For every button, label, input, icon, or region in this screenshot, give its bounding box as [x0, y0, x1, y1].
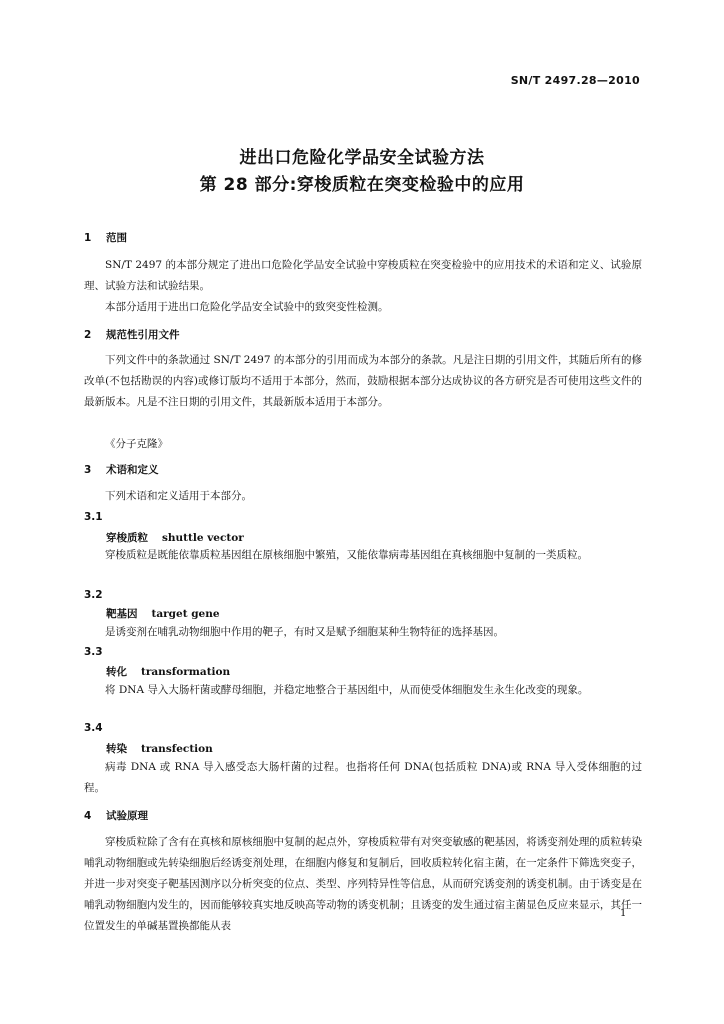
- term-heading: [106, 606, 220, 621]
- section-1-paragraph-2: 本部分适用于进出口危险化学品安全试验中的致突变性检测。: [105, 301, 389, 313]
- term-definition: 将 DNA 导入大肠杆菌或酵母细胞，并稳定地整合于基因组中，从而使受体细胞发生永生化改变的现象。: [105, 684, 589, 696]
- section-title: 术语和定义: [106, 464, 159, 476]
- section-number: 1: [84, 232, 92, 244]
- term-number: 3.1: [84, 511, 103, 523]
- section-number: 2: [84, 329, 92, 341]
- term-number: 3.4: [84, 722, 103, 734]
- section-4-paragraph-1: 穿梭质粒除了含有在真核和原核细胞中复制的起点外，穿梭质粒带有对突变敏感的靶基因，将诱变剂处理的质粒转染哺乳动物细胞或先转染细胞后经诱变剂处理，在细胞内修复和复制后，回收质粒转化宿主菌，在一定条件下筛选突变子，并进一步对突变子靶基因测序以分析突变的位点、类型、序列特异性等信息，从而研究诱变剂的诱变机制。由于诱变是在哺乳动物细胞内发生的，因而能够较真实地反映高等动物的诱变机制；且诱变的发生通过宿主菌显色反应来显示，其任一位置发生的单碱基置换都能从表: [84, 836, 642, 932]
- section-number: 3: [84, 464, 92, 476]
- term-en: transformation: [141, 666, 231, 678]
- document-title: 进出口危险化学品安全试验方法: [239, 148, 485, 168]
- term-cn: 靶基因: [106, 608, 138, 620]
- section-1-paragraph-1: SN/T 2497 的本部分规定了进出口危险化学品安全试验中穿梭质粒在突变检验中的应用技术的术语和定义、试验原理、试验方法和试验结果。: [84, 259, 642, 292]
- section-3-heading: [84, 462, 159, 477]
- page-number: 1: [620, 908, 627, 919]
- section-number: 4: [84, 810, 92, 822]
- document-subtitle: 第 28 部分:穿梭质粒在突变检验中的应用: [199, 175, 525, 195]
- section-2-heading: [84, 327, 180, 342]
- section-1-heading: [84, 230, 127, 245]
- term-cn: 穿梭质粒: [106, 532, 148, 544]
- term-cn: 转化: [106, 666, 127, 678]
- term-definition: 是诱变剂在哺乳动物细胞中作用的靶子，有时又是赋予细胞某种生物特征的选择基因。: [105, 626, 504, 638]
- term-heading: [106, 664, 230, 679]
- term-number: 3.2: [84, 589, 103, 601]
- term-number: 3.3: [84, 646, 103, 658]
- section-2-paragraph-2: 《分子克隆》: [105, 438, 168, 450]
- term-en: transfection: [141, 743, 213, 755]
- term-en: target gene: [151, 608, 220, 620]
- section-title: 范围: [106, 232, 127, 244]
- section-3-intro: 下列术语和定义适用于本部分。: [105, 490, 252, 502]
- term-definition: 病毒 DNA 或 RNA 导入感受态大肠杆菌的过程。也指将任何 DNA(包括质粒 DNA)或 RNA 导入受体细胞的过程。: [84, 761, 642, 794]
- standard-number: SN/T 2497.28—2010: [510, 74, 640, 87]
- term-en: shuttle vector: [162, 532, 244, 544]
- term-heading: [106, 741, 213, 756]
- term-heading: [106, 530, 244, 545]
- section-2-paragraph-1: 下列文件中的条款通过 SN/T 2497 的本部分的引用而成为本部分的条款。凡是注日期的引用文件，其随后所有的修改单(不包括勘误的内容)或修订版均不适用于本部分，然而，鼓励根据本部分达成协议的各方研究是否可使用这些文件的最新版本。凡是不注日期的引用文件，其最新版本适用于本部分。: [84, 354, 642, 408]
- section-title: 规范性引用文件: [106, 329, 180, 341]
- section-4-heading: [84, 808, 148, 823]
- term-definition: 穿梭质粒是既能依靠质粒基因组在原核细胞中繁殖，又能依靠病毒基因组在真核细胞中复制的一类质粒。: [105, 549, 588, 561]
- section-title: 试验原理: [106, 810, 148, 822]
- term-cn: 转染: [106, 743, 127, 755]
